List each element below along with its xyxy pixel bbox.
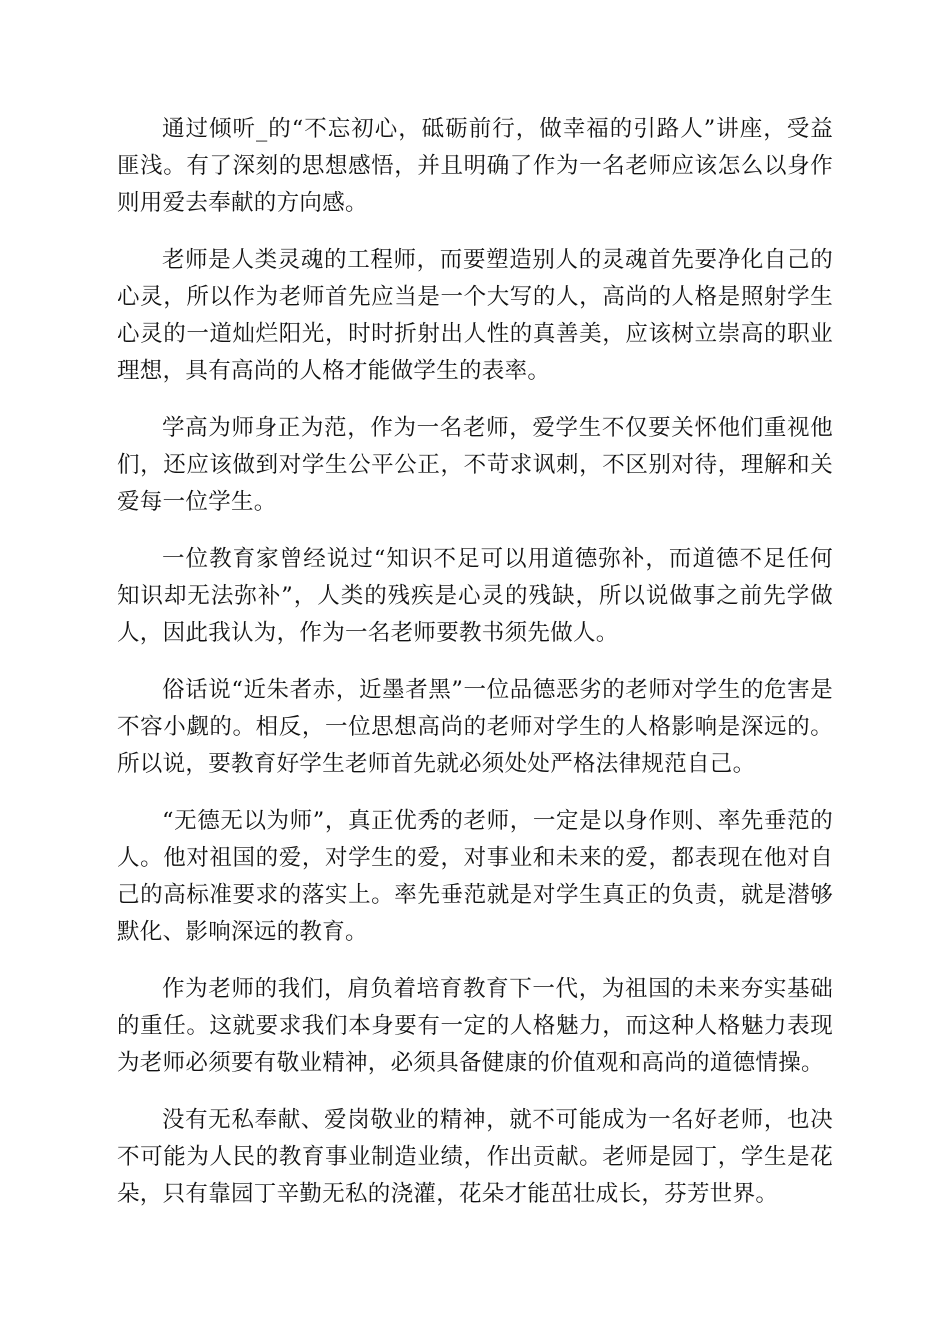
paragraph-7: 作为老师的我们，肩负着培育教育下一代，为祖国的未来夯实基础的重任。这就要求我们本身要有一定的人格魅力，而这种人格魅力表现为老师必须要有敬业精神，必须具备健康的价值观和高尚的道德情操。 [117, 976, 833, 1076]
document-body [117, 111, 833, 1233]
paragraph-2: 老师是人类灵魂的工程师，而要塑造别人的灵魂首先要净化自己的心灵，所以作为老师首先应当是一个大写的人，高尚的人格是照射学生心灵的一道灿烂阳光，时时折射出人性的真善美，应该树立崇高的职业理想，具有高尚的人格才能做学生的表率。 [117, 247, 833, 384]
paragraph-8: 没有无私奉献、爱岗敬业的精神，就不可能成为一名好老师，也决不可能为人民的教育事业制造业绩，作出贡献。老师是园丁，学生是花朵，只有靠园丁辛勤无私的浇灌，花朵才能茁壮成长，芬芳世界。 [117, 1107, 833, 1207]
paragraph-5: 俗话说“近朱者赤，近墨者黑”一位品德恶劣的老师对学生的危害是不容小觑的。相反，一位思想高尚的老师对学生的人格影响是深远的。所以说，要教育好学生老师首先就必须处处严格法律规范自己。 [117, 677, 833, 777]
paragraph-6: “无德无以为师”，真正优秀的老师，一定是以身作则、率先垂范的人。他对祖国的爱，对学生的爱，对事业和未来的爱，都表现在他对自己的高标准要求的落实上。率先垂范就是对学生真正的负责，就是潜够默化、影响深远的教育。 [117, 808, 833, 945]
paragraph-1: 通过倾听_的“不忘初心，砥砺前行，做幸福的引路人”讲座，受益匪浅。有了深刻的思想感悟，并且明确了作为一名老师应该怎么以身作则用爱去奉献的方向感。 [117, 116, 833, 216]
paragraph-3: 学高为师身正为范，作为一名老师，爱学生不仅要关怀他们重视他们，还应该做到对学生公平公正，不苛求讽刺，不区别对待，理解和关爱每一位学生。 [117, 415, 833, 515]
paragraph-4: 一位教育家曾经说过“知识不足可以用道德弥补，而道德不足任何知识却无法弥补”，人类的残疾是心灵的残缺，所以说做事之前先学做人，因此我认为，作为一名老师要教书须先做人。 [117, 546, 833, 646]
